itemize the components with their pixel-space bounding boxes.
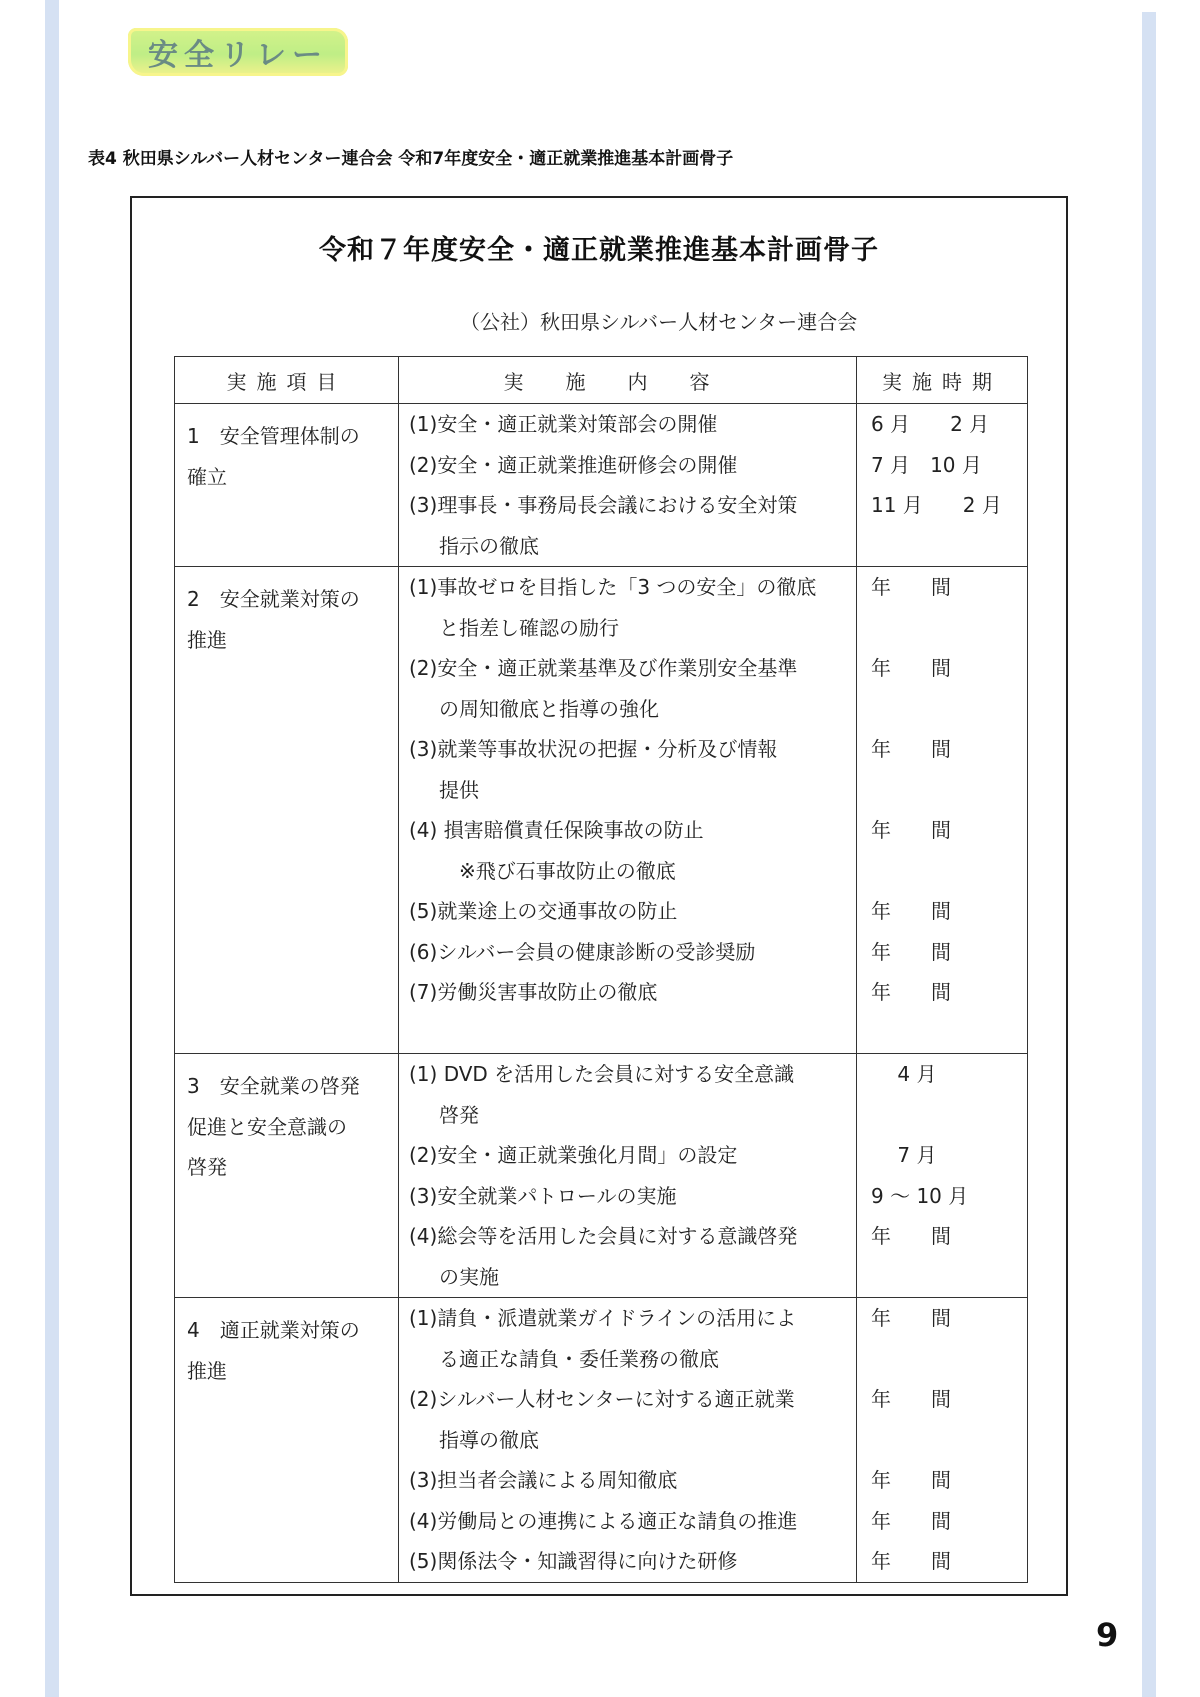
table-caption: 表4 秋田県シルバー人材センター連合会 令和7年度安全・適正就業推進基本計画骨子 bbox=[88, 149, 734, 169]
category-cell: 4 適正就業対策の 推進 bbox=[187, 1318, 360, 1383]
content-line: (2)安全・適正就業推進研修会の開催 bbox=[409, 452, 738, 477]
page-number: 9 bbox=[1096, 1616, 1119, 1654]
timing-line: 年 間 bbox=[871, 1387, 951, 1411]
content-line: (2)安全・適正就業基準及び作業別安全基準 bbox=[409, 656, 798, 680]
timing-line bbox=[857, 1420, 1027, 1461]
content-line: (1)安全・適正就業対策部会の開催 bbox=[409, 412, 718, 436]
left-margin-stripe bbox=[45, 0, 59, 1697]
timing-cell bbox=[857, 1298, 1028, 1583]
content-line: (6)シルバー会員の健康診断の受診奨励 bbox=[409, 939, 756, 964]
document-organization: （公社）秋田県シルバー人材センター連合会 bbox=[460, 310, 858, 334]
right-margin-stripe bbox=[1142, 12, 1156, 1697]
content-line: (1)請負・派遣就業ガイドラインの活用によ bbox=[409, 1306, 797, 1330]
content-line: 指示の徹底 bbox=[439, 533, 539, 558]
timing-line: 7 月 bbox=[871, 1143, 937, 1167]
content-cell bbox=[399, 1298, 857, 1583]
content-line: (3)担当者会議による周知徹底 bbox=[409, 1468, 678, 1492]
category-cell: 3 安全就業の啓発 促進と安全意識の 啓発 bbox=[187, 1074, 360, 1179]
table-row bbox=[175, 1054, 1028, 1298]
content-line: (3)就業等事故状況の把握・分析及び情報 bbox=[409, 737, 778, 761]
content-line: (1) DVD を活用した会員に対する安全意識 bbox=[409, 1062, 795, 1086]
category-cell: 1 安全管理体制の 確立 bbox=[187, 424, 360, 489]
timing-line: 年 間 bbox=[871, 656, 951, 680]
content-line: の周知徹底と指導の強化 bbox=[439, 696, 659, 721]
content-line: 啓発 bbox=[439, 1102, 479, 1127]
content-line: (2)安全・適正就業強化月間」の設定 bbox=[409, 1143, 738, 1167]
content-line bbox=[399, 1013, 856, 1054]
timing-line: 年 間 bbox=[871, 1224, 951, 1248]
timing-line bbox=[857, 689, 1027, 730]
timing-line bbox=[857, 1257, 1027, 1298]
content-cell bbox=[399, 404, 857, 567]
content-line: (3)安全就業パトロールの実施 bbox=[409, 1183, 677, 1208]
timing-line: 年 間 bbox=[871, 575, 951, 599]
timing-cell bbox=[857, 1054, 1028, 1298]
timing-line: 年 間 bbox=[871, 939, 951, 964]
timing-line bbox=[857, 851, 1027, 892]
content-line: (3)理事長・事務局長会議における安全対策 bbox=[409, 493, 798, 517]
content-line: (4)労働局との連携による適正な請負の推進 bbox=[409, 1508, 798, 1533]
table-row bbox=[175, 1298, 1028, 1583]
content-cell bbox=[399, 1054, 857, 1298]
content-line: の実施 bbox=[439, 1264, 499, 1289]
content-line: (4)総会等を活用した会員に対する意識啓発 bbox=[409, 1224, 798, 1248]
content-line: (1)事故ゼロを目指した「3 つの安全」の徹底 bbox=[409, 575, 817, 599]
content-line: ※飛び石事故防止の徹底 bbox=[459, 858, 676, 883]
table-header-row bbox=[175, 357, 1028, 404]
plan-frame bbox=[130, 196, 1068, 1596]
timing-line: 年 間 bbox=[871, 818, 951, 842]
timing-line: 6 月 2 月 bbox=[871, 412, 990, 436]
content-cell bbox=[399, 567, 857, 1054]
content-line: と指差し確認の励行 bbox=[439, 615, 619, 640]
timing-line: 年 間 bbox=[871, 1306, 951, 1330]
timing-line: 年 間 bbox=[871, 1508, 951, 1533]
header-content: 実施内容 bbox=[399, 357, 857, 404]
timing-line: 年 間 bbox=[871, 899, 951, 923]
document-title: 令和７年度安全・適正就業推進基本計画骨子 bbox=[319, 235, 879, 266]
timing-line: 7 月 10 月 bbox=[871, 452, 982, 477]
timing-line: 年 間 bbox=[871, 1468, 951, 1492]
content-line: 指導の徹底 bbox=[439, 1427, 539, 1452]
content-line: (4) 損害賠償責任保険事故の防止 bbox=[409, 818, 704, 842]
timing-line: 年 間 bbox=[871, 980, 951, 1004]
section-tag: 安全リレー bbox=[128, 28, 348, 76]
content-line: (5)就業途上の交通事故の防止 bbox=[409, 899, 678, 923]
timing-line bbox=[857, 608, 1027, 649]
timing-line: 9 〜 10 月 bbox=[871, 1183, 969, 1208]
timing-line bbox=[857, 1013, 1027, 1054]
timing-cell bbox=[857, 404, 1028, 567]
timing-cell bbox=[857, 567, 1028, 1054]
timing-line bbox=[857, 770, 1027, 811]
content-line: (2)シルバー人材センターに対する適正就業 bbox=[409, 1387, 795, 1411]
timing-line: 年 間 bbox=[871, 737, 951, 761]
timing-line: 4 月 bbox=[871, 1062, 937, 1086]
content-line: (7)労働災害事故防止の徹底 bbox=[409, 980, 658, 1004]
category-cell: 2 安全就業対策の 推進 bbox=[187, 587, 360, 652]
header-timing: 実施時期 bbox=[857, 357, 1028, 404]
timing-line bbox=[857, 1095, 1027, 1136]
timing-line bbox=[857, 526, 1027, 567]
timing-line bbox=[857, 1339, 1027, 1380]
content-line: (5)関係法令・知識習得に向けた研修 bbox=[409, 1549, 738, 1573]
header-item: 実施項目 bbox=[175, 357, 399, 404]
content-line: る適正な請負・委任業務の徹底 bbox=[439, 1346, 719, 1371]
plan-table bbox=[174, 356, 1028, 1583]
table-row bbox=[175, 404, 1028, 567]
timing-line: 年 間 bbox=[871, 1549, 951, 1573]
timing-line: 11 月 2 月 bbox=[871, 493, 1002, 517]
table-row bbox=[175, 567, 1028, 1054]
content-line: 提供 bbox=[439, 777, 479, 802]
